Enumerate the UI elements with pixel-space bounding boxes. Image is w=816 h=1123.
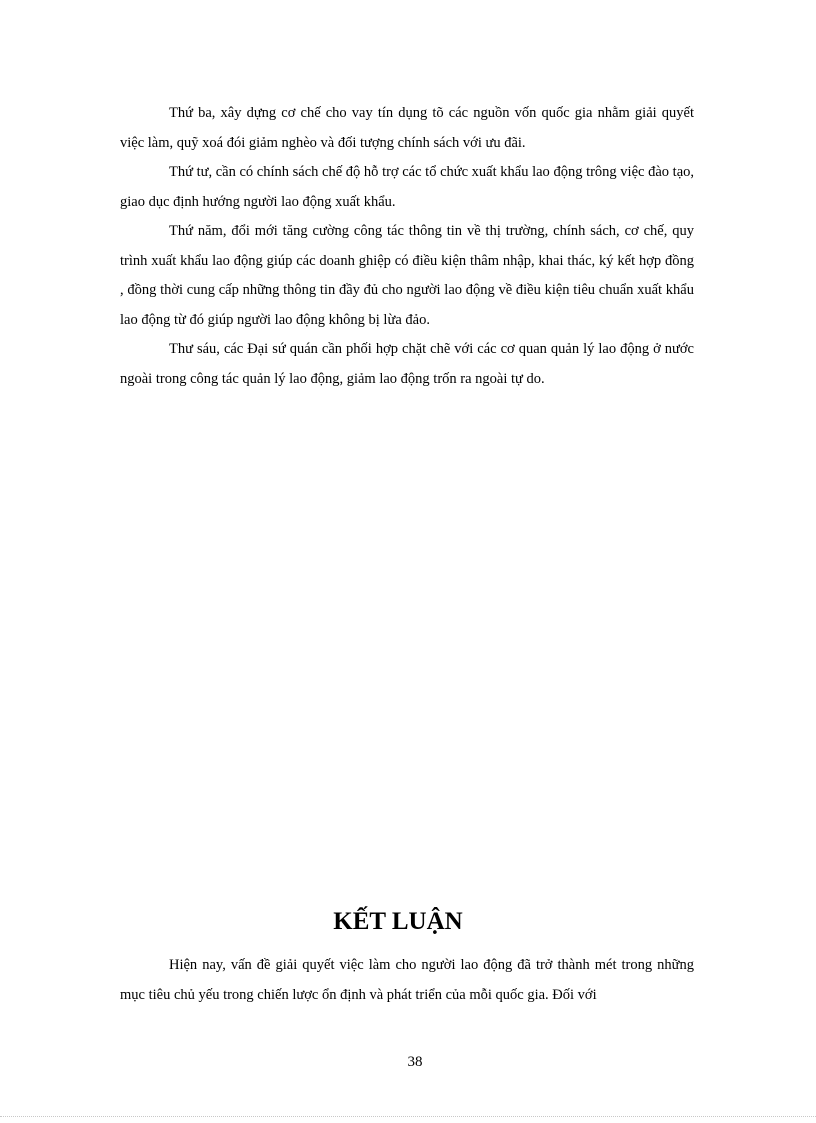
page-bottom-divider <box>0 1116 816 1117</box>
paragraph-conclusion-intro: Hiện nay, vấn đề giải quyết việc làm cho người lao động đã trở thành mét trong những mục tiêu chủ yếu trong chiến lược ổn định và phát triển của mỗi quốc gia. Đối với <box>120 957 694 1003</box>
paragraph-sixth-measure: Thư sáu, các Đại sứ quán cần phối hợp chặt chẽ với các cơ quan quản lý lao động ở nước ngoài trong công tác quản lý lao động, giảm lao động trốn ra ngoài tự do. <box>120 341 694 387</box>
page-number: 38 <box>407 1054 423 1070</box>
conclusion-section <box>120 951 694 1010</box>
paragraph-third-measure: Thứ ba, xây dựng cơ chế cho vay tín dụng tõ các nguồn vốn quốc gia nhằm giải quyết việc làm, quỹ xoá đói giảm nghèo và đối tượng chính sách với ưu đãi. <box>120 105 694 151</box>
paragraph-fourth-measure: Thứ tư, cần có chính sách chế độ hỗ trợ các tổ chức xuất khẩu lao động trông việc đào tạo, giao dục định hướng người lao động xuất khẩu. <box>120 164 694 210</box>
paragraph-fifth-measure: Thứ năm, đổi mới tăng cường công tác thông tin về thị trường, chính sách, cơ chế, quy trình xuất khẩu lao động giúp các doanh ghiệp có điều kiện thâm nhập, khai thác, ký kết hợp đồng , đồng thời cung cấp những thông tin đầy đủ cho người lao động về điều kiện tiêu chuẩn xuất khẩu lao động từ đó giúp người lao động không bị lừa đảo. <box>120 223 694 328</box>
recommendations-section <box>120 99 694 394</box>
conclusion-heading: KẾT LUẬN <box>333 908 463 935</box>
